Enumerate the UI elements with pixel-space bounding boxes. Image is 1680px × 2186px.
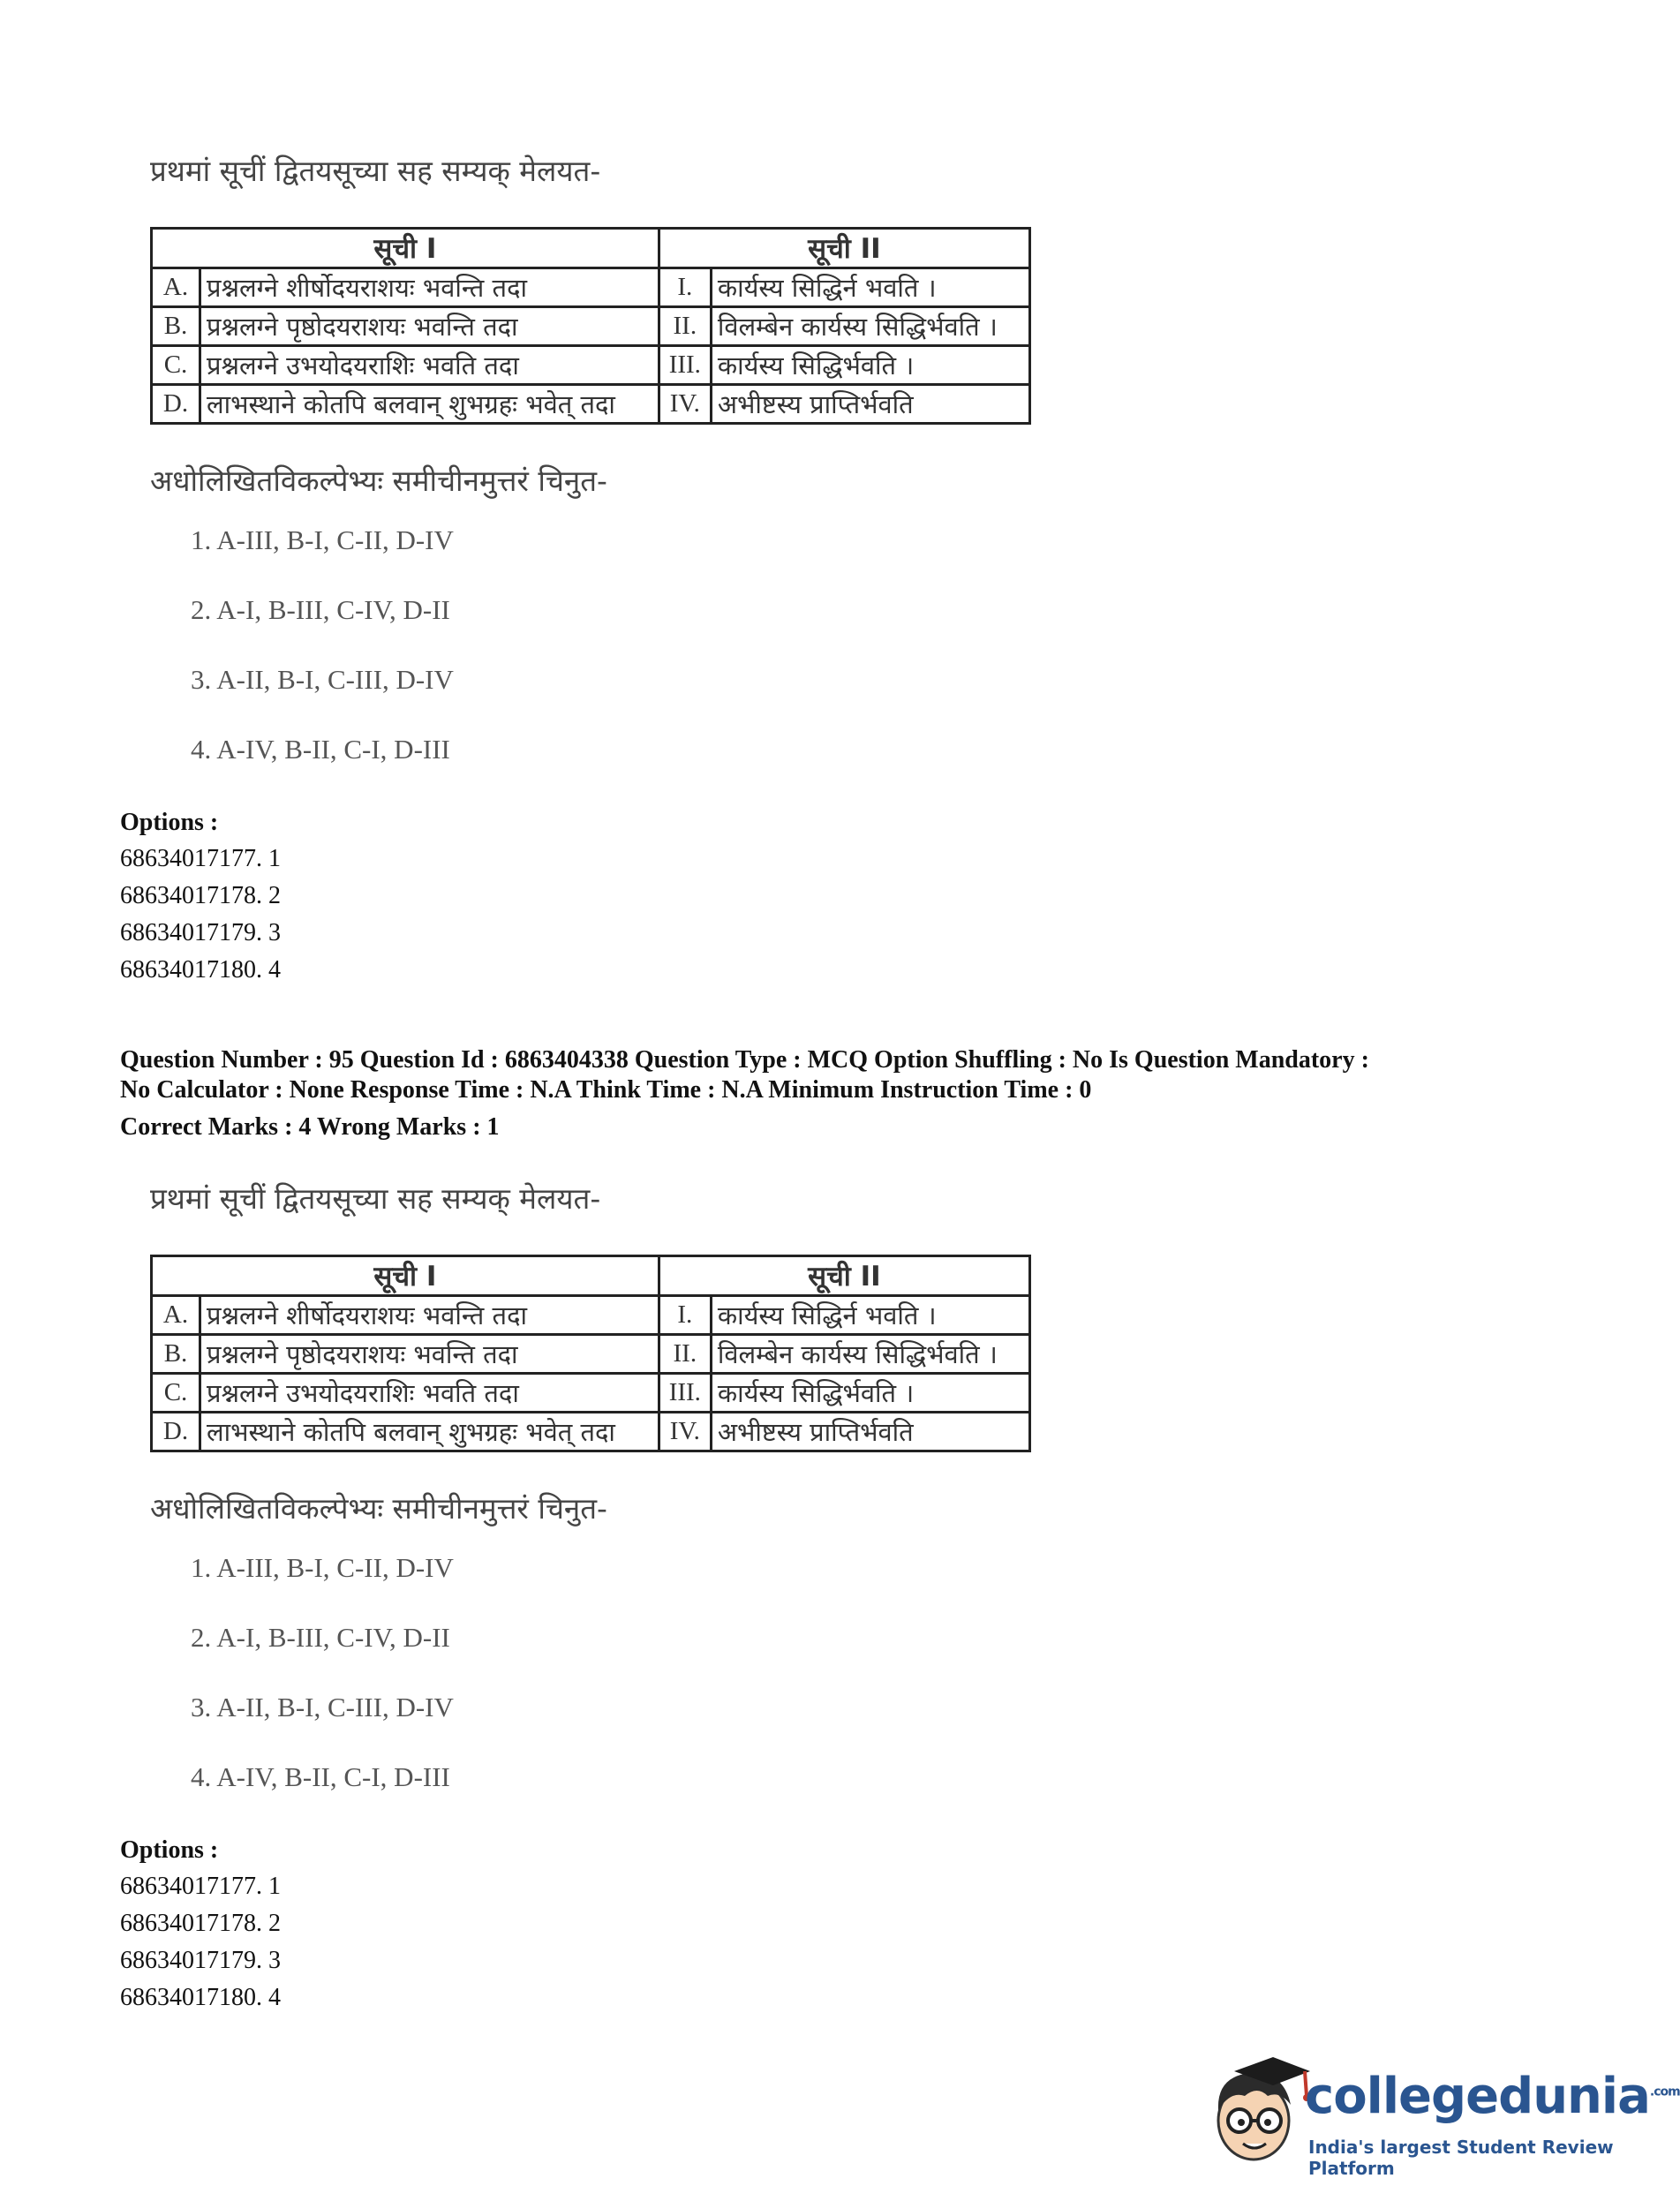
option-item: 68634017180. 4 bbox=[120, 956, 281, 984]
list-1-header: सूची I bbox=[152, 1256, 659, 1296]
table-row bbox=[152, 346, 1030, 385]
list-2-item: कार्यस्य सिद्धिर्भवति । bbox=[711, 346, 1029, 385]
table-row bbox=[152, 1335, 1030, 1374]
table-row bbox=[152, 1413, 1030, 1451]
table-row bbox=[152, 1296, 1030, 1335]
row-numeral: I. bbox=[659, 268, 711, 307]
table-row bbox=[152, 268, 1030, 307]
choice-item: 4. A-IV, B-II, C-I, D-III bbox=[191, 734, 450, 765]
table-row bbox=[152, 385, 1030, 424]
list-1-item: लाभस्थाने कोतपि बलवान् शुभग्रहः भवेत् तदा bbox=[200, 1413, 659, 1451]
choice-item: 2. A-I, B-III, C-IV, D-II bbox=[191, 594, 450, 625]
list-2-item: अभीष्टस्य प्राप्तिर्भवति bbox=[711, 385, 1029, 424]
row-label: B. bbox=[152, 1335, 200, 1374]
options-heading: Options : bbox=[120, 1836, 219, 1864]
row-label: C. bbox=[152, 1374, 200, 1413]
choice-item: 2. A-I, B-III, C-IV, D-II bbox=[191, 1622, 450, 1653]
choice-item: 3. A-II, B-I, C-III, D-IV bbox=[191, 664, 454, 695]
row-label: D. bbox=[152, 385, 200, 424]
list-1-item: प्रश्नलग्ने पृष्ठोदयराशयः भवन्ति तदा bbox=[200, 1335, 659, 1374]
option-item: 68634017179. 3 bbox=[120, 1947, 281, 1974]
list-1-item: प्रश्नलग्ने शीर्षोदयराशयः भवन्ति तदा bbox=[200, 268, 659, 307]
list-2-item: कार्यस्य सिद्धिर्भवति । bbox=[711, 1374, 1029, 1413]
row-numeral: III. bbox=[659, 346, 711, 385]
brand-tagline: India's largest Student Review Platform bbox=[1308, 2137, 1614, 2179]
question-meta bbox=[120, 1045, 1497, 1142]
table-row bbox=[152, 1374, 1030, 1413]
row-numeral: III. bbox=[659, 1374, 711, 1413]
table-row bbox=[152, 307, 1030, 346]
list-2-item: अभीष्टस्य प्राप्तिर्भवति bbox=[711, 1413, 1029, 1451]
row-label: B. bbox=[152, 307, 200, 346]
list-1-item: प्रश्नलग्ने पृष्ठोदयराशयः भवन्ति तदा bbox=[200, 307, 659, 346]
option-item: 68634017178. 2 bbox=[120, 882, 281, 909]
list-1-item: प्रश्नलग्ने उभयोदयराशिः भवति तदा bbox=[200, 346, 659, 385]
question-image-2 bbox=[150, 1178, 1121, 1826]
choice-item: 1. A-III, B-I, C-II, D-IV bbox=[191, 524, 454, 555]
row-label: A. bbox=[152, 268, 200, 307]
choice-item: 4. A-IV, B-II, C-I, D-III bbox=[191, 1761, 450, 1792]
list-2-item: कार्यस्य सिद्धिर्न भवति । bbox=[711, 1296, 1029, 1335]
option-item: 68634017179. 3 bbox=[120, 919, 281, 946]
option-item: 68634017177. 1 bbox=[120, 845, 281, 872]
match-instruction: प्रथमां सूचीं द्वितयसूच्या सह सम्यक् मेलयत- bbox=[150, 1181, 601, 1216]
option-item: 68634017178. 2 bbox=[120, 1910, 281, 1937]
choose-instruction: अधोलिखितविकल्पेभ्यः समीचीनमुत्तरं चिनुत- bbox=[150, 464, 607, 498]
options-block-1 bbox=[120, 809, 281, 993]
match-instruction: प्रथमां सूचीं द्वितयसूच्या सह सम्यक् मेलयत- bbox=[150, 154, 601, 188]
list-2-header: सूची II bbox=[659, 1256, 1029, 1296]
match-table bbox=[150, 1255, 1031, 1452]
choose-instruction: अधोलिखितविकल्पेभ्यः समीचीनमुत्तरं चिनुत- bbox=[150, 1491, 607, 1526]
options-block-2 bbox=[120, 1836, 281, 2021]
meta-line-2: No Calculator : None Response Time : N.A Think Time : N.A Minimum Instruction Time : 0 bbox=[120, 1076, 1092, 1104]
row-numeral: IV. bbox=[659, 1413, 711, 1451]
option-item: 68634017177. 1 bbox=[120, 1873, 281, 1900]
options-heading: Options : bbox=[120, 809, 219, 836]
list-2-header: सूची II bbox=[659, 229, 1029, 268]
list-1-item: लाभस्थाने कोतपि बलवान् शुभग्रहः भवेत् तदा bbox=[200, 385, 659, 424]
list-2-item: विलम्बेन कार्यस्य सिद्धिर्भवति । bbox=[711, 1335, 1029, 1374]
marks-line: Correct Marks : 4 Wrong Marks : 1 bbox=[120, 1113, 500, 1141]
list-1-header: सूची I bbox=[152, 229, 659, 268]
brand-name: collegedunia$^{.com}$ bbox=[1305, 2068, 1680, 2125]
choice-list bbox=[191, 519, 1121, 798]
list-2-item: कार्यस्य सिद्धिर्न भवति । bbox=[711, 268, 1029, 307]
list-1-item: प्रश्नलग्ने शीर्षोदयराशयः भवन्ति तदा bbox=[200, 1296, 659, 1335]
meta-line-1: Question Number : 95 Question Id : 6863404338 Question Type : MCQ Option Shuffling : No Is Question Mandatory : bbox=[120, 1046, 1369, 1074]
choice-item: 3. A-II, B-I, C-III, D-IV bbox=[191, 1692, 454, 1722]
match-table bbox=[150, 227, 1031, 425]
option-item: 68634017180. 4 bbox=[120, 1984, 281, 2011]
choice-item: 1. A-III, B-I, C-II, D-IV bbox=[191, 1552, 454, 1583]
row-label: D. bbox=[152, 1413, 200, 1451]
row-numeral: I. bbox=[659, 1296, 711, 1335]
row-numeral: II. bbox=[659, 307, 711, 346]
choice-list bbox=[191, 1547, 1121, 1826]
row-label: C. bbox=[152, 346, 200, 385]
list-2-item: विलम्बेन कार्यस्य सिद्धिर्भवति । bbox=[711, 307, 1029, 346]
list-1-item: प्रश्नलग्ने उभयोदयराशिः भवति तदा bbox=[200, 1374, 659, 1413]
row-numeral: II. bbox=[659, 1335, 711, 1374]
question-image-1 bbox=[150, 150, 1121, 798]
row-label: A. bbox=[152, 1296, 200, 1335]
row-numeral: IV. bbox=[659, 385, 711, 424]
